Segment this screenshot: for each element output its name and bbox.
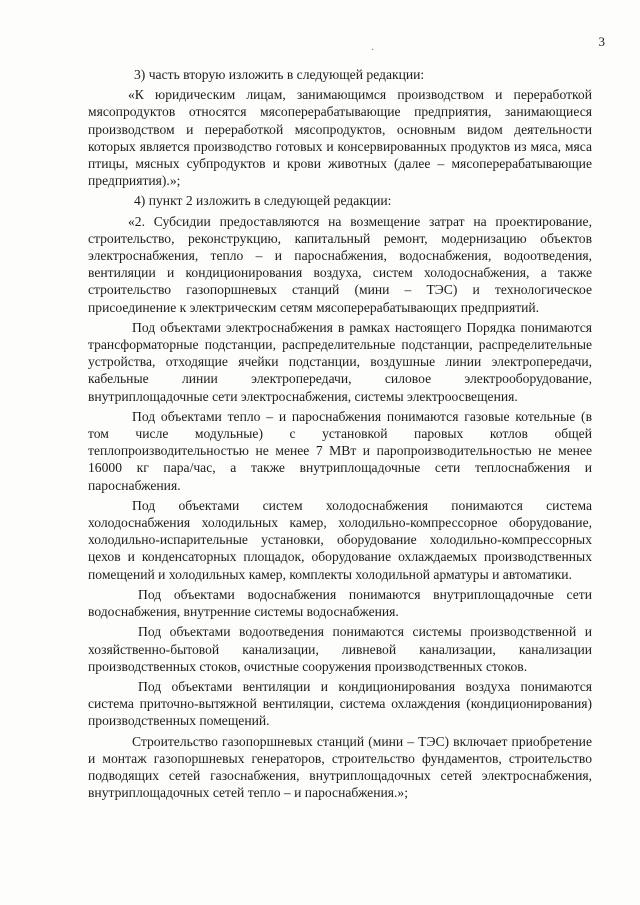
paragraph-legal-entities-definition: «К юридическим лицам, занимающимся производством и переработкой мясопродуктов относятся мясоперерабатывающие предприятия, занимающиеся производством и переработкой мясопродуктов, основным видом деятельности которых является производство готовых и консервированных продуктов из мяса, мяса птицы, мясных субпродуктов и крови животных (далее – мясоперерабатывающие предприятия).»; [88,87,592,189]
paragraph-drainage-objects: Под объектами водоотведения понимаются системы производственной и хозяйственно-бытовой канализации, ливневой канализации, канализации производственных стоков, очистные сооружения производственных стоков. [88,624,592,674]
paragraph-power-supply-objects: Под объектами электроснабжения в рамках настоящего Порядка понимаются трансформаторные подстанции, распределительные подстанции, распределительные устройства, отходящие ячейки подстанции, воздушные линии электропередачи, кабельные линии электропередачи, силовое электрооборудование, внутриплощадочные сети электроснабжения, системы электроосвещения. [88,319,592,404]
paragraph-subsidies-clause-2: «2. Субсидии предоставляются на возмещение затрат на проектирование, строительство, реконструкцию, капитальный ремонт, модернизацию объектов электроснабжения, тепло – и пароснабжения, водоснабжения, водоотведения, вентиляции и кондиционирования воздуха, систем холодоснабжения, а также строительство газопоршневых станций (мини – ТЭС) и технологическое присоединение к электрическим сетям мясоперерабатывающих предприятий. [88,213,592,315]
paragraph-gas-piston-stations: Строительство газопоршневых станций (мини – ТЭС) включает приобретение и монтаж газопоршневых генераторов, строительство фундаментов, строительство подводящих сетей газоснабжения, внутриплощадочных сетей электроснабжения, внутриплощадочных сетей тепло – и пароснабжения.»; [88,733,592,801]
scan-mark: · [371,45,375,56]
paragraph-heat-steam-objects: Под объектами тепло – и пароснабжения понимаются газовые котельные (в том числе модульные) с установкой паровых котлов общей теплопроизводительностью не менее 7 МВт и паропроизводительностью не менее 16000 кг пара/час, а также внутриплощадочные сети теплоснабжения и пароснабжения. [88,408,592,493]
paragraph-cooling-objects: Под объектами систем холодоснабжения понимаются система холодоснабжения холодильных камер, холодильно-компрессорное оборудование, холодильно-испарительные установки, оборудование холодильно-компрессорных цехов и конденсаторных площадок, оборудование охлаждаемых производственных помещений и холодильных камер, комплекты холодильной арматуры и автоматики. [88,497,592,582]
paragraph-amend-4: 4) пункт 2 изложить в следующей редакции: [134,193,392,209]
page-number: 3 [598,34,605,49]
paragraph-water-supply-objects: Под объектами водоснабжения понимаются внутриплощадочные сети водоснабжения, внутренние системы водоснабжения. [88,586,592,620]
document-body [88,66,592,804]
paragraph-amend-3: 3) часть вторую изложить в следующей редакции: [134,67,425,82]
paragraph-ventilation-objects: Под объектами вентиляции и кондиционирования воздуха понимаются система приточно-вытяжной вентиляции, система охлаждения (кондиционирования) производственных помещений. [88,678,592,729]
